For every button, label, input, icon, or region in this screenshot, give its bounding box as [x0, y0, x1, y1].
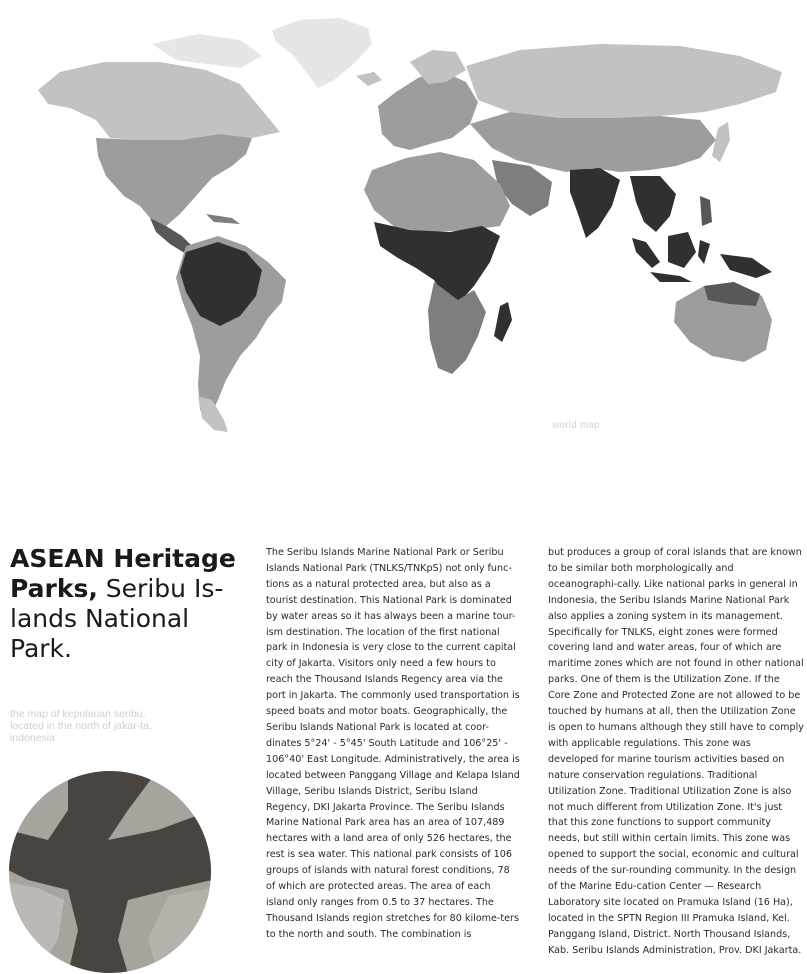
madagascar: [494, 302, 512, 342]
africa-north: [364, 152, 510, 232]
paragraph-2: but produces a group of coral islands that are known to be similar both morphologically and oceanographi-cally. Like national parks in general in Indonesia, the Seribu Islands Marine National Park also applies a zoning system in its management. Specifically for TNLKS, eight zones were formed covering land and water areas, four of which are maritime zones which are not found in other national parks. One of them is the Utilization Zone. If the Core Zone and Protected Zone are not allowed to be touched by humans at all, then the Utilization Zone is open to humans although they still have to comply with applicable regulations. This zone was developed for marine tourism activities based on nature conservation regulations. Traditional Utilization Zone. Traditional Utilization Zone is also not much different from Utilization Zone. It's just that this zone functions to support community needs, but still within certain limits. This zone was opened to support the social, economic and cultural needs of the sur-rounding community. In the design of the Marine Edu-cation Center — Research Laboratory site located on Pramuka Island (16 Ha), located in the SPTN Region III Pramuka Island, Kel. Panggang Island, District. North Thousand Islands, Kab. Seribu Islands Administration, Prov. DKI Jakarta.: [548, 547, 804, 956]
sulawesi: [698, 240, 710, 264]
paragraph-1: The Seribu Islands Marine National Park or Seribu Islands National Park (TNLKS/TNKpS) not only func-tions as a natural protected area, but also as a tourist destination. This National Park is dominated by water areas so it has always been a marine tour-ism destination. The location of the first national park in Indonesia is very close to the current capital city of Jakarta. Visitors only need a few hours to reach the Thousand Islands Regency area via the port in Jakarta. The commonly used transportation is speed boats and motor boats. Geographically, the Seribu Islands National Park is located at coor-dinates 5°24' - 5°45' South Latitude and 106°25' - 106°40' East Longitude. Administratively, the area is located between Panggang Village and Kelapa Island Village, Seribu Islands District, Seribu Island Regency, DKI Jakarta Province. The Seribu Islands Marine National Park area has an area of 107,489 hectares with a land area of only 526 hectares, the rest is sea water. This national park consists of 106 groups of islands with natural forest conditions, 78 of which are protected areas. The area of each island only ranges from 0.5 to 37 hectares. The Thousand Islands region stretches for 80 kilome-ters to the north and south. The combination is: [266, 547, 520, 940]
title-bold: ASEAN Heritage Parks,: [10, 544, 236, 603]
page-title: [10, 544, 245, 664]
southeast-asia: [630, 176, 676, 232]
sumatra: [632, 238, 660, 268]
south-asia: [570, 168, 620, 238]
caribbean: [206, 214, 240, 224]
photo-caption: the map of kepulauan seribu, located in the north of jakar-ta, indonesia: [10, 708, 152, 744]
japan: [712, 122, 730, 162]
body-column-2: [548, 545, 804, 959]
title-light: Seribu Is-lands National Park.: [10, 574, 224, 663]
north-america-south: [96, 134, 252, 226]
borneo: [668, 232, 696, 268]
body-column-1: [266, 545, 520, 943]
map-caption: world map: [552, 420, 600, 431]
greenland: [272, 18, 372, 88]
north-asia: [466, 44, 782, 118]
island-aerial-photo: [8, 770, 212, 974]
new-guinea: [720, 254, 772, 278]
java: [650, 272, 692, 282]
north-america-north: [38, 62, 280, 140]
iceland: [356, 72, 382, 86]
canada-arctic-islands: [152, 34, 262, 68]
world-map: [0, 0, 807, 445]
philippines: [700, 196, 712, 226]
